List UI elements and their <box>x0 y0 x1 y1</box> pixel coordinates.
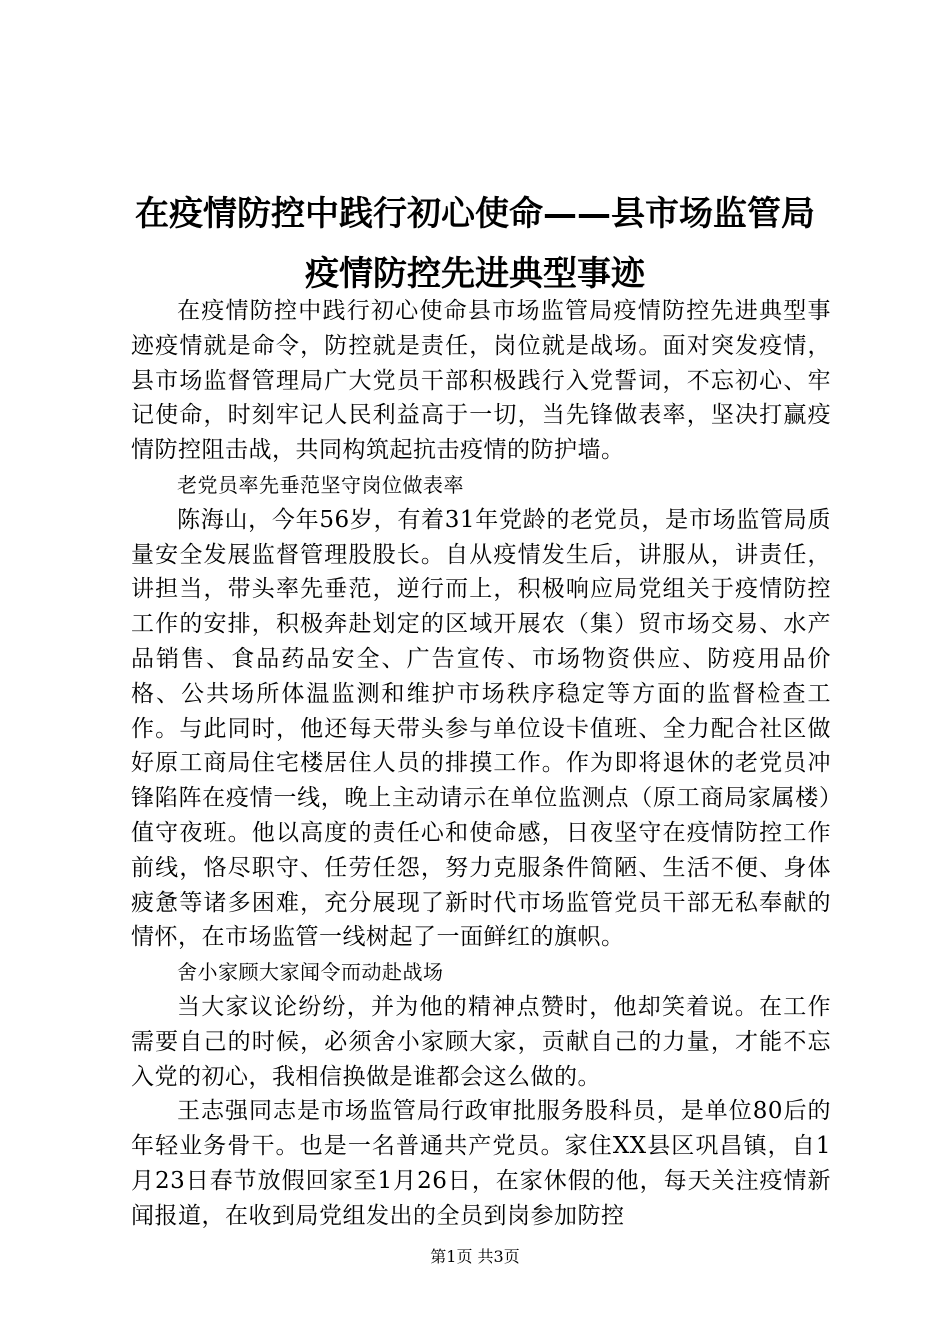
page-footer: 第1页 共3页 <box>430 1247 520 1266</box>
section-heading: 老党员率先垂范坚守岗位做表率 <box>177 472 464 497</box>
body-paragraph: 陈海山，今年56岁，有着31年党龄的老党员，是市场监管局质量安全发展监督管理股股长。自从疫情发生后，讲服从，讲责任，讲担当，带头率先垂范，逆行而上，积极响应局党组关于疫情防控工作的安排，积极奔赴划定的区域开展农（集）贸市场交易、水产品销售、食品药品安全、广告宣传、市场物资供应、防疫用品价格、公共场所体温监测和维护市场秩序稳定等方面的监督检查工作。与此同时，他还每天带头参与单位设卡值班、全力配合社区做好原工商局住宅楼居住人员的排摸工作。作为即将退休的老党员冲锋陷阵在疫情一线，晚上主动请示在单位监测点（原工商局家属楼）值守夜班。他以高度的责任心和使命感，日夜坚守在疫情防控工作前线，恪尽职守、任劳任怨，努力克服条件简陋、生活不便、身体疲惫等诸多困难，充分展现了新时代市场监管党员干部无私奉献的情怀，在市场监管一线树起了一面鲜红的旗帜。 <box>131 506 831 951</box>
body-paragraph: 当大家议论纷纷，并为他的精神点赞时，他却笑着说。在工作需要自己的时候，必须舍小家顾大家，贡献自己的力量，才能不忘入党的初心，我相信换做是谁都会这么做的。 <box>131 993 831 1090</box>
document-title-line2: 疫情防控先进典型事迹 <box>305 254 645 294</box>
document-body <box>131 294 831 1234</box>
document-title-line1: 在疫情防控中践行初心使命——县市场监管局 <box>135 194 815 234</box>
section-heading: 舍小家顾大家闻令而动赴战场 <box>177 960 444 985</box>
body-paragraph: 在疫情防控中践行初心使命县市场监管局疫情防控先进典型事迹疫情就是命令，防控就是责任，岗位就是战场。面对突发疫情，县市场监督管理局广大党员干部积极践行入党誓词，不忘初心、牢记使命，时刻牢记人民利益高于一切，当先锋做表率，坚决打赢疫情防控阻击战，共同构筑起抗击疫情的防护墙。 <box>131 298 831 464</box>
body-paragraph: 王志强同志是市场监管局行政审批服务股科员，是单位80后的年轻业务骨干。也是一名普通共产党员。家住XX县区巩昌镇，自1月23日春节放假回家至1月26日，在家休假的他，每天关注疫情新闻报道，在收到局党组发出的全员到岗参加防控 <box>131 1098 831 1229</box>
